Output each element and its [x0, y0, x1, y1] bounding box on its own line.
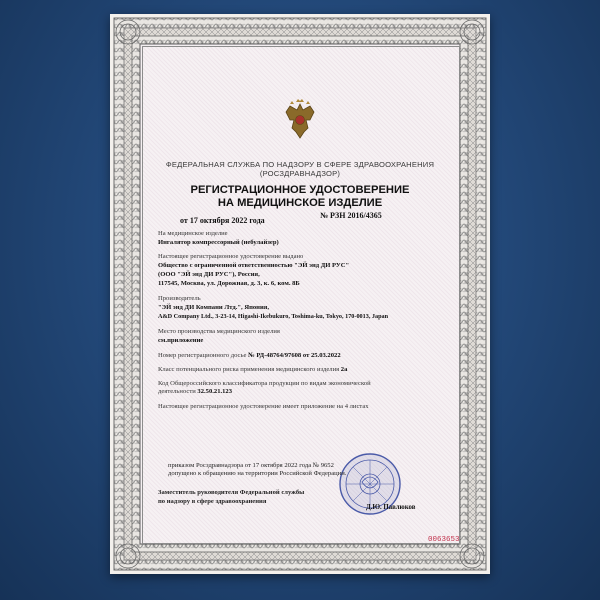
issue-date: от 17 октября 2022 года	[180, 216, 265, 225]
issued-to-label: Настоящее регистрационное удостоверение выдано	[158, 253, 304, 260]
production-place-value: см.приложение	[158, 337, 204, 344]
double-headed-eagle-emblem-icon	[280, 98, 320, 142]
order-line1: приказом Росздравнадзора от 17 октября 2022 года № 9652	[168, 462, 334, 469]
signer-title-line2: по надзору в сфере здравоохранения	[158, 498, 267, 505]
appendix-note: Настоящее регистрационное удостоверение имеет приложение на 4 листах	[158, 403, 369, 410]
signer-title-line1: Заместитель руководителя Федеральной службы	[158, 489, 305, 496]
manufacturer-label: Производитель	[158, 295, 201, 302]
title-line2: НА МЕДИЦИНСКОЕ ИЗДЕЛИЕ	[217, 197, 383, 209]
device-label: На медицинское изделие	[158, 230, 228, 237]
signer-name: Д.Ю. Павлюков	[366, 504, 416, 511]
issued-to-line1: Общество с ограниченной ответственностью "ЭЙ энд ДИ РУС"	[158, 262, 350, 269]
agency-name-line1: ФЕДЕРАЛЬНАЯ СЛУЖБА ПО НАДЗОРУ В СФЕРЕ ЗДРАВООХРАНЕНИЯ	[165, 160, 435, 169]
okpd-value: 32.50.21.123	[197, 388, 233, 395]
registration-number: № РЗН 2016/4365	[320, 211, 382, 220]
agency-name-line2: (РОСЗДРАВНАДЗОР)	[259, 169, 341, 178]
document-title	[150, 184, 450, 210]
agency-name	[150, 160, 450, 178]
issued-to-line2: (ООО "ЭЙ энд ДИ РУС"), Россия,	[158, 271, 260, 278]
title-line1: РЕГИСТРАЦИОННОЕ УДОСТОВЕРЕНИЕ	[190, 184, 410, 196]
dossier-row	[158, 352, 341, 360]
risk-class-value: 2а	[340, 366, 348, 373]
issued-to-line3: 117545, Москва, ул. Дорожная, д. 3, к. 6, ком. 8Б	[158, 280, 300, 287]
risk-class-row	[158, 366, 347, 374]
manufacturer-line2: A&D Company Ltd., 3-23-14, Higashi-Ikebukuro, Toshima-ku, Tokyo, 170-0013, Japan	[158, 313, 389, 320]
production-place-label: Место производства медицинского изделия	[158, 328, 280, 335]
serial-number: 0063653	[428, 536, 460, 544]
certificate-document	[110, 14, 490, 574]
order-line2: допущено к обращению на территории Российской Федерации.	[168, 470, 347, 477]
manufacturer-line1: "ЭЙ энд ДИ Компани Лтд.", Япония,	[158, 304, 269, 311]
okpd-row	[158, 388, 232, 396]
dossier-label: Номер регистрационного досье	[158, 352, 247, 359]
dossier-value: № РД-48764/97608 от 25.03.2022	[248, 352, 341, 359]
device-value: Ингалятор компрессорный (небулайзер)	[158, 239, 279, 246]
okpd-label-line2: деятельности	[158, 388, 196, 395]
risk-class-label: Класс потенциального риска применения медицинского изделия	[158, 366, 340, 373]
okpd-label-line1: Код Общероссийского классификатора продукции по видам экономической	[158, 380, 371, 387]
